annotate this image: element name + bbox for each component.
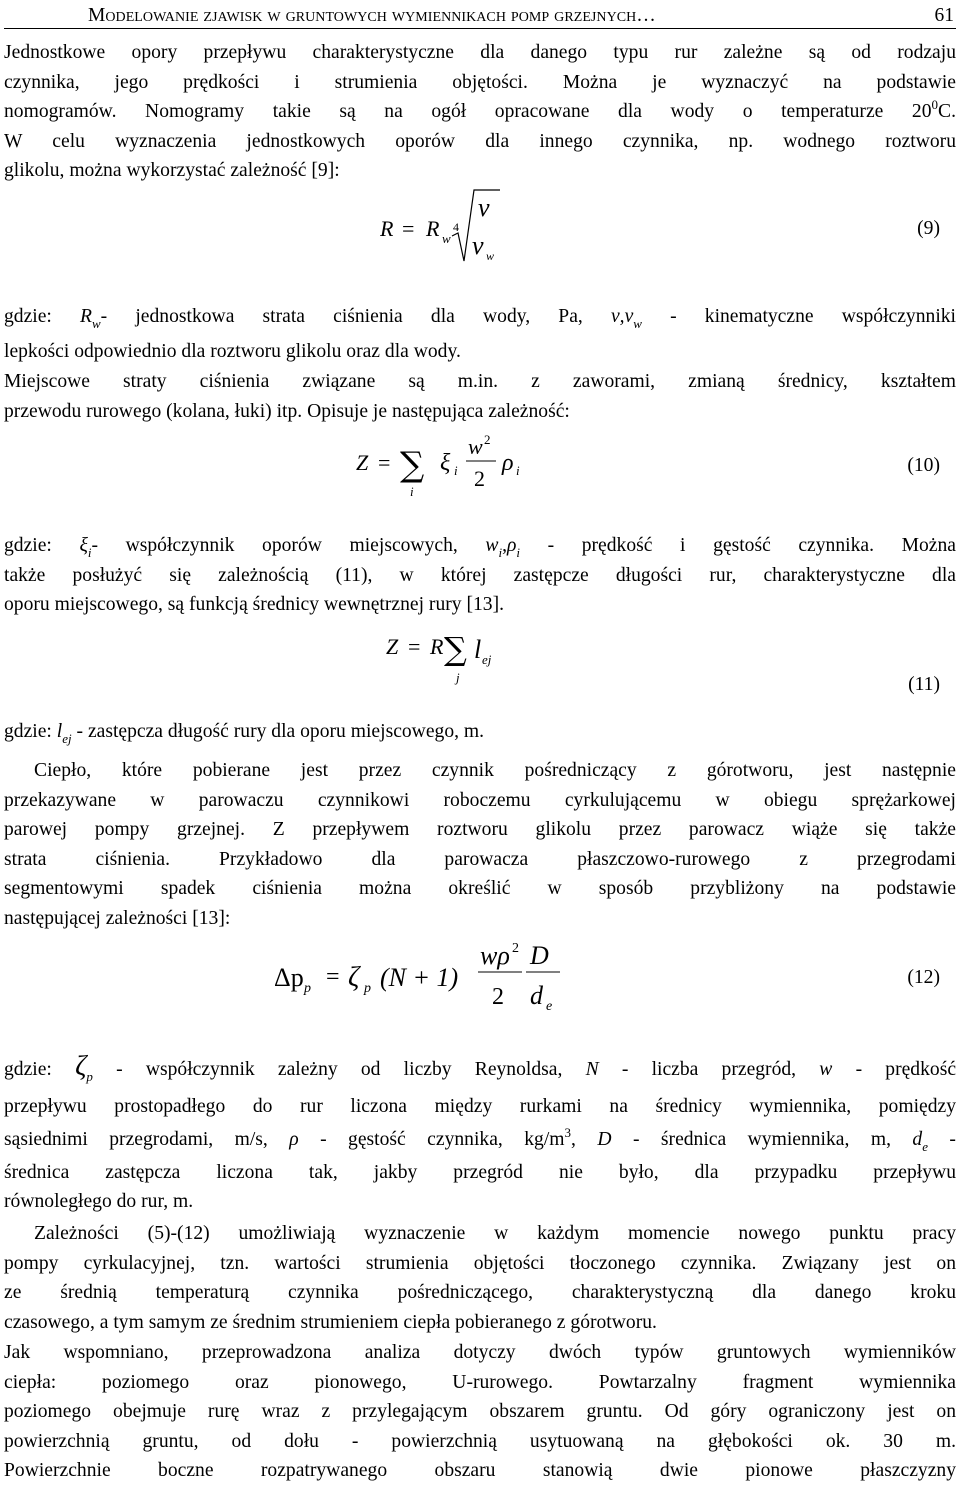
text-line: Jak wspomniano, przeprowadzona analiza dotyczy dwóch typów gruntowych wymienników [4, 1342, 956, 1363]
equation-number: (12) [907, 967, 940, 988]
text-line: oporu miejscowego, są funkcją średnicy wewnętrznej rury [13]. [4, 594, 505, 616]
text-line: Jednostkowe opory przepływu charakterystyczne dla danego typu rur zależne są od rodzaju [4, 42, 956, 63]
text-line: gdzie: $\xi_i-$ współczynnik oporów miejscowych, $w_i,\rho_i$ - prędkość i gęstość czynnika. Można [4, 535, 956, 560]
svg-text:j: j [456, 670, 460, 685]
text-line: przepływu prostopadłego do rur liczona między rurkami na średnicy wymiennika, pomiędzy [4, 1096, 956, 1117]
text-line: glikolu, można wykorzystać zależność [9]: [4, 160, 340, 182]
text-line: następującej zależności [13]: [4, 907, 231, 929]
text-line: równoległego do rur, m. [4, 1191, 194, 1213]
running-header [4, 0, 956, 29]
svg-text:i: i [516, 463, 520, 478]
svg-text:Z: Z [386, 634, 399, 659]
text-line: gdzie: $\zeta_p$ - współczynnik zależny od liczby Reynoldsa, N - liczba przegród, w - prędkość [4, 1051, 957, 1084]
text-line: parowej pompy grzejnej. Z przepływem roztworu glikolu przez parowacz wiąże się także [4, 819, 956, 841]
text-line: gdzie: $R_w-$ jednostkowa strata ciśnienia dla wody, Pa, $\nu,\nu_w$ - kinematyczne współczynniki [4, 306, 956, 331]
svg-text:2: 2 [512, 941, 519, 956]
paragraph-2 [4, 367, 956, 426]
text-line: strata ciśnienia. Przykładowo dla parowacza płaszczowo-rurowego z przegrodami [4, 848, 956, 870]
text-line: powierzchnią gruntu, od dołu - powierzchnią usytuowaną na głębokości ok. 30 m. [4, 1430, 956, 1452]
svg-text:Δp: Δp [274, 963, 304, 992]
definitions-9 [4, 302, 956, 366]
svg-text:2: 2 [474, 466, 485, 491]
text-line: pompy cyrkulacyjnej, tzn. wartości strumienia objętości tłoczonego czynnika. Związany jest on [4, 1252, 956, 1274]
svg-text:ν: ν [478, 193, 490, 222]
svg-text:i: i [454, 463, 458, 478]
equation-number: (9) [917, 218, 940, 239]
text-line: lepkości odpowiednio dla roztworu glikolu oraz dla wody. [4, 340, 461, 362]
text-line: ciepła: poziomego oraz pionowego, U-rurowego. Powtarzalny fragment wymiennika [4, 1371, 956, 1393]
paragraph-3 [4, 756, 956, 934]
text-line: ze średnią temperaturą czynnika pośredniczącego, charakterystyczną dla danego kroku [4, 1282, 956, 1304]
svg-text:2: 2 [492, 984, 504, 1010]
svg-text:i: i [410, 484, 414, 499]
text-line: czasowego, a tym samym ze średnim strumieniem ciepła pobieranego z górotworu. [4, 1311, 657, 1333]
svg-text:Z: Z [356, 450, 369, 475]
text-line: także posłużyć się zależnością (11), w której zastępcze długości rur, charakterystyczne dla [4, 564, 956, 586]
equation-number: (10) [907, 455, 940, 476]
equation-9-formula [380, 186, 580, 270]
svg-text:p: p [364, 981, 371, 996]
definitions-10 [4, 531, 956, 620]
header-title: Modelowanie zjawisk w gruntowych wymiennikach pomp grzejnych… [88, 5, 656, 26]
equation-12-formula [274, 934, 594, 1018]
paragraph-1 [4, 38, 956, 186]
paragraph-4 [4, 1219, 956, 1337]
svg-text:l: l [474, 635, 482, 664]
svg-text:(N + 1): (N + 1) [380, 963, 459, 992]
svg-text:=: = [408, 634, 421, 659]
equation-11 [4, 626, 956, 695]
svg-text:ρ: ρ [502, 450, 514, 476]
svg-text:ej: ej [482, 652, 492, 667]
svg-text:ζ: ζ [348, 962, 360, 993]
svg-text:=: = [378, 450, 391, 475]
text-line: gdzie: $l_{ej}$ - zastępcza długość rury dla oporu miejscowego, m. [4, 721, 485, 746]
text-line: W celu wyznaczenia jednostkowych oporów dla innego czynnika, np. wodnego roztworu [4, 130, 956, 152]
svg-text:e: e [546, 999, 553, 1014]
svg-text:R: R [426, 216, 440, 241]
equation-9 [4, 186, 956, 270]
text-line: segmentowymi spadek ciśnienia można określić w sposób przybliżony na podstawie [4, 878, 956, 900]
svg-text:w: w [486, 249, 495, 263]
svg-text:R: R [430, 634, 444, 659]
definitions-11 [4, 717, 956, 747]
svg-text:4: 4 [453, 220, 459, 234]
text-line: średnica zastępcza liczona tak, jakby przegród nie było, dla przypadku przepływu [4, 1161, 956, 1183]
text-line: przewodu rurowego (kolana, łuki) itp. Opisuje je następująca zależność: [4, 400, 570, 422]
text-line: nomogramów. Nomogramy takie są na ogół opracowane dla wody o temperaturze $20^0C$. [4, 97, 956, 123]
definitions-12 [4, 1052, 956, 1217]
svg-text:ν: ν [472, 231, 484, 260]
svg-text:w: w [442, 231, 451, 246]
svg-text:=: = [402, 216, 415, 241]
svg-text:w: w [468, 434, 483, 459]
svg-text:d: d [530, 981, 543, 1010]
text-line: Powierzchnie boczne rozpatrywanego obszaru stanowią dwie pionowe płaszczyzny [4, 1460, 956, 1482]
text-line: przekazywane w parowaczu czynnikowi roboczemu cyrkulującemu w obiegu sprężarkowej [4, 789, 956, 811]
svg-text:2: 2 [484, 432, 491, 447]
text-line: Ciepło, które pobierane jest przez czynnik pośredniczący z górotworu, jest następnie [34, 760, 956, 781]
svg-text:wρ: wρ [480, 941, 510, 970]
svg-text:R: R [380, 216, 394, 241]
text-line: poziomego obejmuje rurę wraz z przylegającym obszarem gruntu. Od góry ograniczony jest on [4, 1401, 956, 1423]
equation-10-formula [356, 428, 596, 504]
svg-text:ξ: ξ [440, 450, 451, 476]
svg-text:∑: ∑ [444, 630, 467, 668]
page-number: 61 [934, 5, 954, 26]
equation-number: (11) [908, 674, 940, 695]
text-line: sąsiednimi przegrodami, m/s, ρ - gęstość czynnika, $kg/m^3$, D - średnica wymiennika, m, $d_e$ - [4, 1124, 956, 1154]
svg-text:D: D [530, 941, 549, 970]
text-line: czynnika, jego prędkości i strumienia objętości. Można je wyznaczyć na podstawie [4, 71, 956, 93]
svg-text:p: p [304, 981, 311, 996]
equation-11-formula [386, 626, 586, 692]
equation-10 [4, 428, 956, 504]
paragraph-5 [4, 1338, 956, 1486]
svg-text:=: = [326, 964, 340, 990]
svg-text:∑: ∑ [400, 445, 425, 485]
text-line: Zależności (5)-(12) umożliwiają wyznaczenie w każdym momencie nowego punktu pracy [34, 1223, 956, 1244]
text-line: Miejscowe straty ciśnienia związane są m.in. z zaworami, zmianą średnicy, kształtem [4, 371, 956, 392]
equation-12 [4, 934, 956, 1018]
